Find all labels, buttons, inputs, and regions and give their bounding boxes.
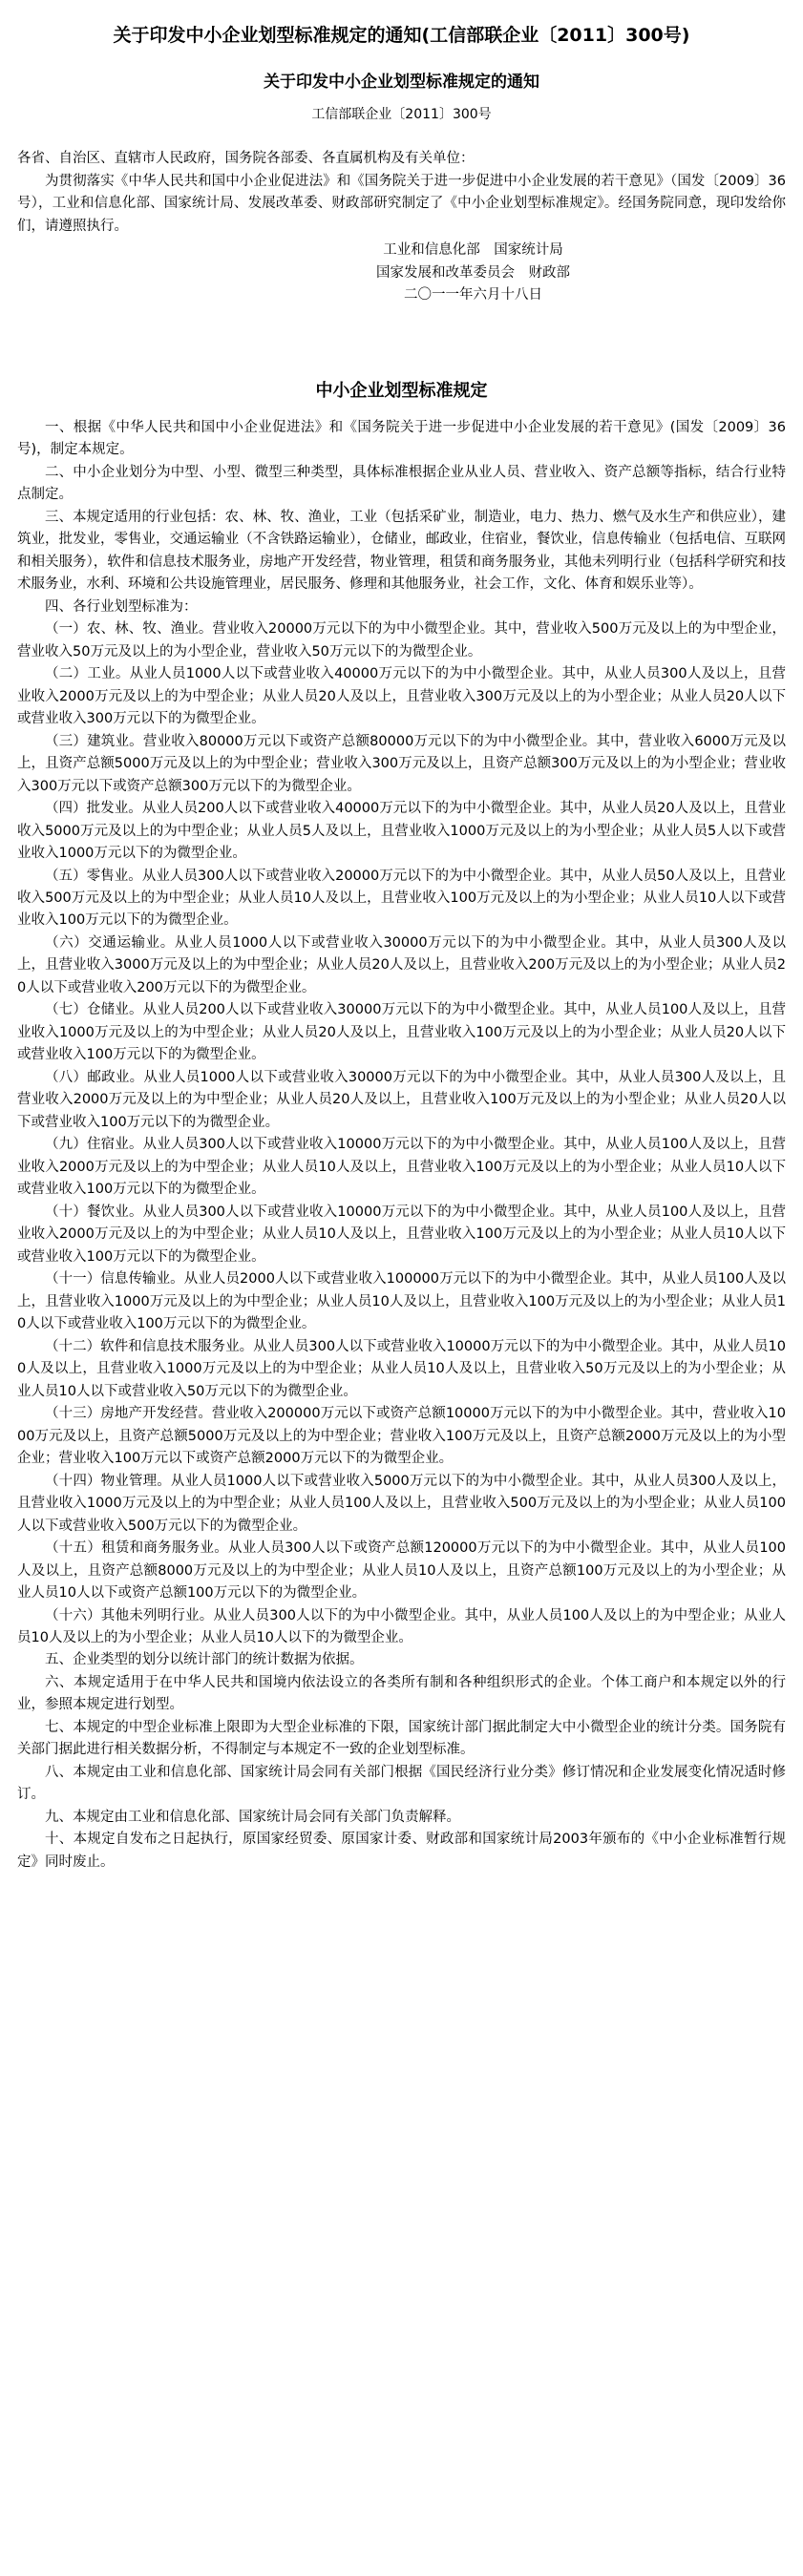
industry-standard-item: （二）工业。从业人员1000人以下或营业收入40000万元以下的为中小微型企业。其中，从业人员300人及以上，且营业收入2000万元及以上的为中型企业；从业人员20人及以上，且营业收入300万元及以上的为小型企业；从业人员20人以下或营业收入300万元以下的为微型企业。 — [17, 666, 786, 727]
article-item: 四、各行业划型标准为： — [45, 598, 198, 615]
industry-standard-item: （七）仓储业。从业人员200人以下或营业收入30000万元以下的为中小微型企业。其中，从业人员100人及以上，且营业收入1000万元及以上的为中型企业；从业人员20人及以上，且营业收入100万元及以上的为小型企业；从业人员20人以下或营业收入100万元以下的为微型企业。 — [17, 1002, 786, 1063]
closing-article-item: 七、本规定的中型企业标准上限即为大型企业标准的下限，国家统计部门据此制定大中小微型企业的统计分类。国务院有关部门据此进行相关数据分析，不得制定与本规定不一致的企业划型标准。 — [17, 1719, 786, 1758]
closing-article-item: 六、本规定适用于在中华人民共和国境内依法设立的各类所有制和各种组织形式的企业。个体工商户和本规定以外的行业，参照本规定进行划型。 — [17, 1674, 786, 1713]
closing-article-item: 八、本规定由工业和信息化部、国家统计局会同有关部门根据《国民经济行业分类》修订情况和企业发展变化情况适时修订。 — [17, 1764, 786, 1803]
industry-standard-item: （十六）其他未列明行业。从业人员300人以下的为中小微型企业。其中，从业人员100人及以上的为中型企业；从业人员10人及以上的为小型企业；从业人员10人以下的为微型企业。 — [17, 1607, 786, 1645]
industry-standard-item: （十）餐饮业。从业人员300人以下或营业收入10000万元以下的为中小微型企业。其中，从业人员100人及以上，且营业收入2000万元及以上的为中型企业；从业人员10人及以上，且营业收入100万元及以上的为小型企业；从业人员10人以下或营业收入100万元以下的为微型企业。 — [17, 1204, 786, 1265]
closing-article-item: 十、本规定自发布之日起执行，原国家经贸委、原国家计委、财政部和国家统计局2003年颁布的《中小企业标准暂行规定》同时废止。 — [17, 1832, 786, 1870]
industry-standard-item: （一）农、林、牧、渔业。营业收入20000万元以下的为中小微型企业。其中，营业收入500万元及以上的为中型企业，营业收入50万元及以上的为小型企业，营业收入50万元以下的为微型企业。 — [17, 621, 786, 660]
industry-standard-item: （六）交通运输业。从业人员1000人以下或营业收入30000万元以下的为中小微型企业。其中，从业人员300人及以上，且营业收入3000万元及以上的为中型企业；从业人员20人及以上，且营业收入200万元及以上的为小型企业；从业人员20人以下或营业收入200万元以下的为微型企业。 — [17, 934, 786, 995]
closing-articles-list — [17, 1649, 786, 1874]
article-item: 三、本规定适用的行业包括：农、林、牧、渔业，工业（包括采矿业，制造业，电力、热力、燃气及水生产和供应业），建筑业，批发业，零售业，交通运输业（不含铁路运输业），仓储业，邮政业，住宿业，餐饮业，信息传输业（包括电信、互联网和相关服务），软件和信息技术服务业，房地产开发经营，物业管理，租赁和商务服务业，其他未列明行业（包括科学研究和技术服务业，水利、环境和公共设施管理业，居民服务、修理和其他服务业，社会工作，文化、体育和娱乐业等）。 — [17, 509, 786, 593]
industry-standard-item: （九）住宿业。从业人员300人以下或营业收入10000万元以下的为中小微型企业。其中，从业人员100人及以上，且营业收入2000万元及以上的为中型企业；从业人员10人及以上，且营业收入100万元及以上的为小型企业；从业人员10人以下或营业收入100万元以下的为微型企业。 — [17, 1137, 786, 1198]
intro-paragraph: 为贯彻落实《中华人民共和国中小企业促进法》和《国务院关于进一步促进中小企业发展的若干意见》（国发〔2009〕36号），工业和信息化部、国家统计局、发展改革委、财政部研究制定了《中小企业划型标准规定》。经国务院同意，现印发给你们，请遵照执行。 — [17, 173, 786, 234]
section-spacer — [17, 307, 786, 340]
industry-standard-item: （八）邮政业。从业人员1000人以下或营业收入30000万元以下的为中小微型企业。其中，从业人员300人及以上，且营业收入2000万元及以上的为中型企业；从业人员20人及以上，且营业收入100万元及以上的为小型企业；从业人员20人以下或营业收入100万元以下的为微型企业。 — [17, 1069, 786, 1130]
document-number: 工信部联企业〔2011〕300号 — [311, 107, 492, 123]
signature-date: 二〇一一年六月十八日 — [404, 287, 542, 304]
industry-standards-list — [17, 618, 786, 1649]
signature-block — [17, 240, 786, 306]
closing-article-item: 五、企业类型的划分以统计部门的统计数据为依据。 — [45, 1652, 364, 1668]
signature-agencies-line-1: 工业和信息化部 国家统计局 — [383, 242, 563, 259]
industry-standard-item: （十二）软件和信息技术服务业。从业人员300人以下或营业收入10000万元以下的为中小微型企业。其中，从业人员100人及以上，且营业收入1000万元及以上的为中型企业；从业人员10人及以上，且营业收入50万元及以上的为小型企业；从业人员10人以下或营业收入50万元以下的为微型企业。 — [17, 1338, 786, 1399]
industry-standard-item: （十一）信息传输业。从业人员2000人以下或营业收入100000万元以下的为中小微型企业。其中，从业人员100人及以上，且营业收入1000万元及以上的为中型企业；从业人员10人及以上，且营业收入100万元及以上的为小型企业；从业人员10人以下或营业收入100万元以下的为微型企业。 — [17, 1271, 786, 1332]
page-title: 关于印发中小企业划型标准规定的通知(工信部联企业〔2011〕300号) — [113, 25, 690, 46]
industry-standard-item: （四）批发业。从业人员200人以下或营业收入40000万元以下的为中小微型企业。其中，从业人员20人及以上，且营业收入5000万元及以上的为中型企业；从业人员5人及以上，且营业收入1000万元及以上的为小型企业；从业人员5人以下或营业收入1000万元以下的为微型企业。 — [17, 801, 786, 862]
signature-agencies-line-2: 国家发展和改革委员会 财政部 — [376, 264, 570, 281]
industry-standard-item: （五）零售业。从业人员300人以下或营业收入20000万元以下的为中小微型企业。其中，从业人员50人及以上，且营业收入500万元及以上的为中型企业；从业人员10人及以上，且营业收入100万元及以上的为小型企业；从业人员10人以下或营业收入100万元以下的为微型企业。 — [17, 868, 786, 929]
closing-article-item: 九、本规定由工业和信息化部、国家统计局会同有关部门负责解释。 — [45, 1809, 460, 1825]
notice-title: 关于印发中小企业划型标准规定的通知 — [264, 72, 539, 92]
addressee-line: 各省、自治区、直辖市人民政府，国务院各部委、各直属机构及有关单位： — [17, 151, 475, 167]
industry-standard-item: （十五）租赁和商务服务业。从业人员300人以下或资产总额120000万元以下的为中小微型企业。其中，从业人员100人及以上，且资产总额8000万元及以上的为中型企业；从业人员10人及以上，且资产总额100万元及以上的为小型企业；从业人员10人以下或资产总额100万元以下的为微型企业。 — [17, 1540, 786, 1602]
industry-standard-item: （三）建筑业。营业收入80000万元以下或资产总额80000万元以下的为中小微型企业。其中，营业收入6000万元及以上，且资产总额5000万元及以上的为中型企业；营业收入300万元及以上，且资产总额300万元及以上的为小型企业；营业收入300万元以下或资产总额300万元以下的为微型企业。 — [17, 733, 786, 794]
industry-standard-item: （十三）房地产开发经营。营业收入200000万元以下或资产总额10000万元以下的为中小微型企业。其中，营业收入1000万元及以上，且资产总额5000万元及以上的为中型企业；营业收入100万元及以上，且资产总额2000万元及以上的为小型企业；营业收入100万元以下或资产总额2000万元以下的为微型企业。 — [17, 1406, 786, 1467]
article-item: 一、根据《中华人民共和国中小企业促进法》和《国务院关于进一步促进中小企业发展的若干意见》(国发〔2009〕36号)，制定本规定。 — [17, 419, 786, 458]
articles-list — [17, 417, 786, 618]
article-item: 二、中小企业划分为中型、小型、微型三种类型，具体标准根据企业从业人员、营业收入、资产总额等指标，结合行业特点制定。 — [17, 464, 786, 503]
regulation-title: 中小企业划型标准规定 — [315, 380, 488, 401]
industry-standard-item: （十四）物业管理。从业人员1000人以下或营业收入5000万元以下的为中小微型企业。其中，从业人员300人及以上，且营业收入1000万元及以上的为中型企业；从业人员100人及以上，且营业收入500万元及以上的为小型企业；从业人员100人以下或营业收入500万元以下的为微型企业。 — [17, 1473, 786, 1534]
